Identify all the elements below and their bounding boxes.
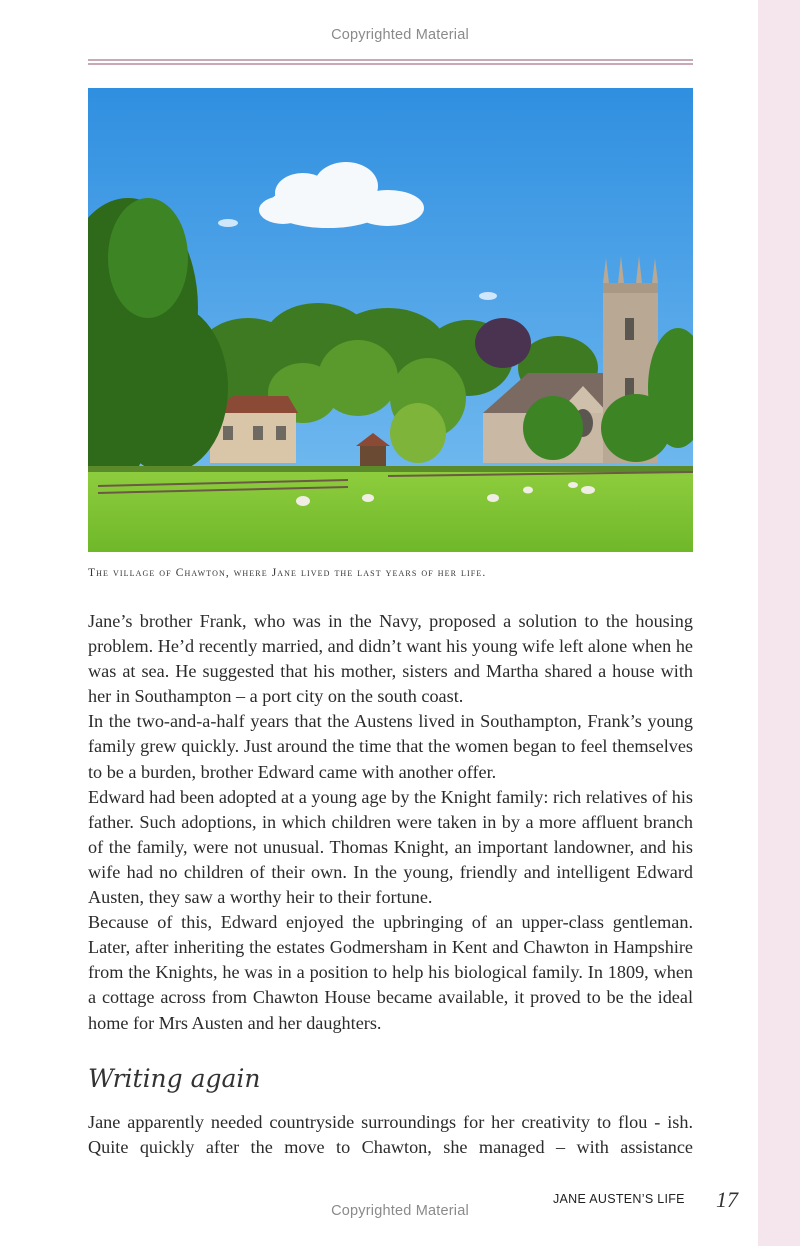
section-heading: Writing again xyxy=(88,1064,261,1093)
chawton-village-photo xyxy=(88,88,693,552)
paragraph: Jane’s brother Frank, who was in the Navy, proposed a solution to the housing problem. He’d recently married, and didn’t want his young wife left alone when he was at sea. He suggested that his mother, sisters and Martha shared a house with her in Southampton – a port city on the south coast. xyxy=(88,611,693,707)
paragraph: In the two-and-a-half years that the Austens lived in Southampton, Frank’s young family grew quickly. Just around the time that the women began to feel themselves to be a burden, brother Edward came with another offer. xyxy=(88,711,693,782)
paragraph: Edward had been adopted at a young age by the Knight family: rich relatives of his father. Such adoptions, in which children were taken in by a more affluent branch of the family, were not unusual. Thomas Knight, an important landowner, and his wife had no children of their own. In the young, friendly and intelligent Edward Austen, they saw a worthy heir to their fortune. xyxy=(88,786,693,908)
top-double-rule xyxy=(88,59,693,65)
watermark-top: Copyrighted Material xyxy=(331,27,469,43)
page-number: 17 xyxy=(716,1187,738,1212)
watermark-bottom: Copyrighted Material xyxy=(331,1203,469,1219)
paragraph: Because of this, Edward enjoyed the upbringing of an upper-class gentleman. Later, after inheriting the estates Godmersham in Kent and Chawton in Hampshire from the Knights, he was in a position to help his biological family. In 1809, when a cottage across from Chawton House became available, it proved to be the ideal home for Mrs Austen and her daughters. xyxy=(88,912,693,1033)
body-text xyxy=(88,609,693,1036)
paragraph: Jane apparently needed countryside surroundings for her creativity to flou - ish. Quite quickly after the move to Chawton, she managed – with assistance xyxy=(88,1112,693,1158)
page-edge-strip xyxy=(758,0,800,1246)
photo-caption: The village of Chawton, where Jane lived the last years of her life. xyxy=(88,567,487,579)
section-body-text xyxy=(88,1110,693,1160)
running-head: JANE AUSTEN’S LIFE xyxy=(553,1192,685,1206)
